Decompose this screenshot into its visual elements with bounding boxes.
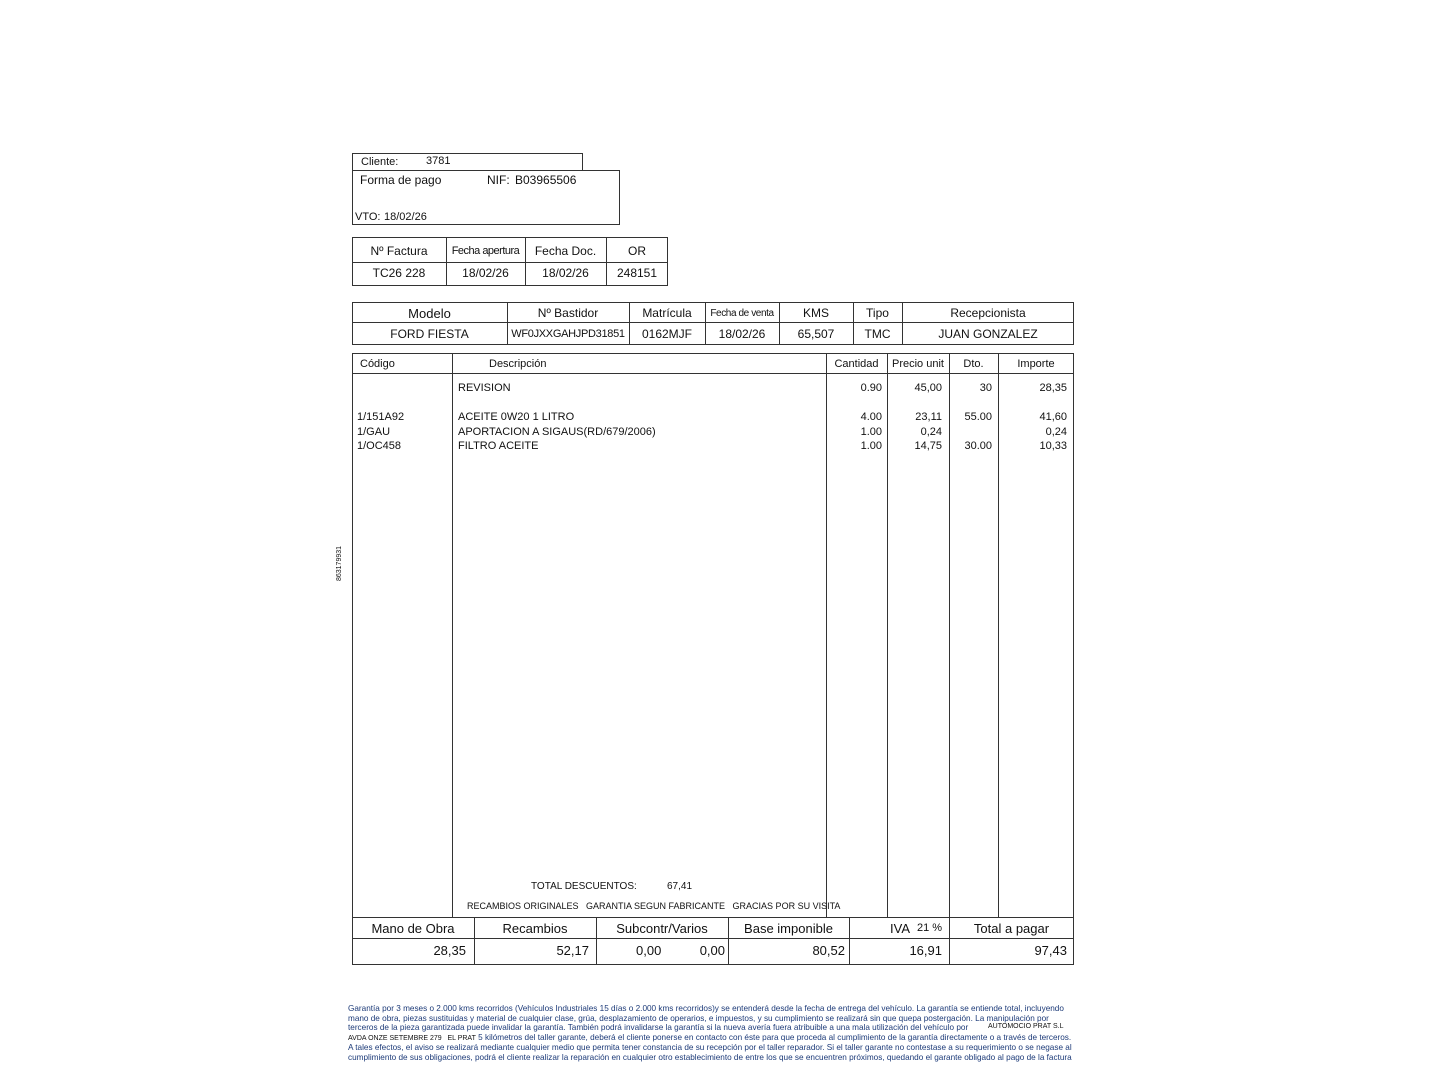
legal-line-4: 5 kilómetros del taller garante, deberá el cliente ponerse en contacto con éste para que proceda al cumplimiento de la garantía directamente o a través de terceros.: [478, 1032, 1072, 1042]
forma-pago-label: Forma de pago: [360, 173, 442, 187]
row-codigo: 1/GAU: [357, 426, 391, 438]
lines-col-cantidad: Cantidad: [834, 358, 879, 370]
value-fecha-apertura: 18/02/26: [462, 266, 509, 280]
warranty-legal-text: [348, 1004, 1076, 1063]
header-fecha-doc: Fecha Doc.: [534, 244, 597, 258]
row-precio: 45,00: [914, 382, 942, 394]
vehicle-col-matricula: Matrícula: [642, 306, 692, 320]
row-descripcion: ACEITE 0W20 1 LITRO: [458, 411, 575, 423]
legal-line-3: terceros de la pieza garantizada puede invalidar la garantía. También podrá invalidarse la garantía si la nueva avería fuera atribuible a una mala utilización del vehículo por: [348, 1023, 969, 1033]
row-importe: 28,35: [1039, 382, 1067, 394]
row-codigo: 1/OC458: [357, 440, 402, 452]
legal-line-2: mano de obra, piezas sustituidas y material de cualquier clase, grúa, desplazamiento de operarios, e impuestos, y su cumplimiento se realizará sin que quepa postergación. La manipulación por: [348, 1013, 1049, 1023]
vehicle-col-tipo: Tipo: [866, 306, 889, 320]
totals-recambios-label: Recambios: [502, 920, 568, 936]
nif-value: B03965506: [515, 173, 577, 187]
value-nfactura: TC26 228: [372, 266, 426, 280]
side-code: 863179931: [336, 545, 344, 582]
vehicle-tipo: TMC: [864, 326, 891, 341]
row-cantidad: 4.00: [860, 411, 882, 423]
row-codigo: 1/151A92: [357, 411, 405, 423]
row-precio: 0,24: [920, 426, 942, 438]
vehicle-bastidor: WF0JXXGAHJPD31851: [511, 327, 625, 340]
vehicle-col-bastidor: Nº Bastidor: [537, 306, 599, 320]
vehicle-modelo: FORD FIESTA: [390, 326, 469, 341]
header-or: OR: [628, 244, 646, 258]
footer-note: RECAMBIOS ORIGINALES GARANTIA SEGUN FABRICANTE GRACIAS POR SU VISITA: [467, 901, 841, 911]
row-importe: 41,60: [1039, 411, 1067, 423]
totals-iva-rate: 21 %: [917, 922, 943, 934]
legal-line-1: Garantía por 3 meses o 2.000 kms recorridos (Vehículos Industriales 15 días o 2.000 kms recorridos)y se entenderá desde la fecha de entrega del vehículo. La garantía se entiende total, incluyendo: [348, 1004, 1064, 1013]
vehicle-recepcionista: JUAN GONZALEZ: [938, 326, 1038, 341]
row-importe: 10,33: [1039, 440, 1067, 452]
header-nfactura: Nº Factura: [370, 244, 428, 258]
total-descuentos-value: 67,41: [667, 881, 693, 892]
totals-base-label: Base imponible: [744, 920, 833, 936]
row-dto: 30: [979, 382, 992, 394]
vehicle-fecha-venta: 18/02/26: [718, 326, 766, 341]
lines-col-precio: Precio unit: [892, 358, 944, 370]
cliente-value: 3781: [426, 155, 451, 167]
totals-iva-label: IVA: [890, 921, 910, 936]
legal-line-6: cumplimiento de sus obligaciones, podrá el cliente realizar la reparación en cualquier otro establecimiento de entre los que se encuentren próximos, quedando el garante obligado al pago de la factura: [348, 1052, 1072, 1062]
totals-mano-obra-label: Mano de Obra: [371, 920, 455, 936]
header-fecha-apertura: Fecha apertura: [451, 245, 520, 257]
row-descripcion: FILTRO ACEITE: [458, 440, 539, 452]
totals-total-value: 97,43: [1034, 943, 1067, 958]
totals-base-value: 80,52: [812, 943, 845, 958]
totals-subcontr-value-1: 0,00: [636, 943, 662, 958]
vehicle-matricula: 0162MJF: [641, 326, 693, 341]
value-or: 248151: [616, 266, 658, 280]
lines-col-codigo: Código: [360, 358, 395, 370]
legal-company: AUTOMOCIO PRAT S.L: [988, 1023, 1064, 1031]
totals-recambios-value: 52,17: [556, 943, 589, 958]
lines-col-dto: Dto.: [963, 358, 984, 370]
lines-col-descripcion: Descripción: [489, 358, 547, 370]
row-cantidad: 1.00: [860, 426, 882, 438]
totals-iva-value: 16,91: [909, 943, 942, 958]
vto-label: VTO:: [355, 211, 381, 223]
lines-col-importe: Importe: [1017, 358, 1055, 370]
totals-subcontr-value-2: 0,00: [699, 943, 725, 958]
row-precio: 23,11: [915, 411, 942, 423]
nif-label: NIF:: [487, 173, 510, 187]
vehicle-col-fecha-venta: Fecha de venta: [710, 307, 774, 319]
total-descuentos-label: TOTAL DESCUENTOS:: [531, 881, 637, 892]
totals-subcontr-label: Subcontr/Varios: [616, 920, 708, 936]
row-dto: 30.00: [964, 440, 992, 452]
row-cantidad: 1.00: [860, 440, 882, 452]
vto-value: 18/02/26: [384, 211, 427, 223]
vehicle-col-modelo: Modelo: [408, 305, 451, 321]
cliente-label: Cliente:: [361, 156, 399, 168]
vehicle-col-recepcionista: Recepcionista: [950, 306, 1026, 320]
vehicle-col-kms: KMS: [802, 306, 829, 320]
totals-mano-obra-value: 28,35: [433, 943, 466, 958]
legal-address: AVDA ONZE SETEMBRE 279 EL PRAT: [348, 1034, 476, 1042]
row-precio: 14,75: [914, 440, 942, 452]
vehicle-kms: 65,507: [797, 326, 835, 341]
row-importe: 0,24: [1045, 426, 1067, 438]
row-cantidad: 0.90: [860, 382, 882, 394]
legal-line-5: A tales efectos, el aviso se realizará mediante cualquier medio que permita tener constancia de su recepción por el taller reparador. Si el taller garante no contestase a su requerimiento o se negase al: [348, 1043, 1072, 1053]
value-fecha-doc: 18/02/26: [542, 266, 589, 280]
row-descripcion: APORTACION A SIGAUS(RD/679/2006): [458, 426, 656, 438]
row-descripcion: REVISION: [458, 382, 511, 394]
row-dto: 55.00: [964, 411, 992, 423]
totals-total-label: Total a pagar: [973, 920, 1050, 936]
